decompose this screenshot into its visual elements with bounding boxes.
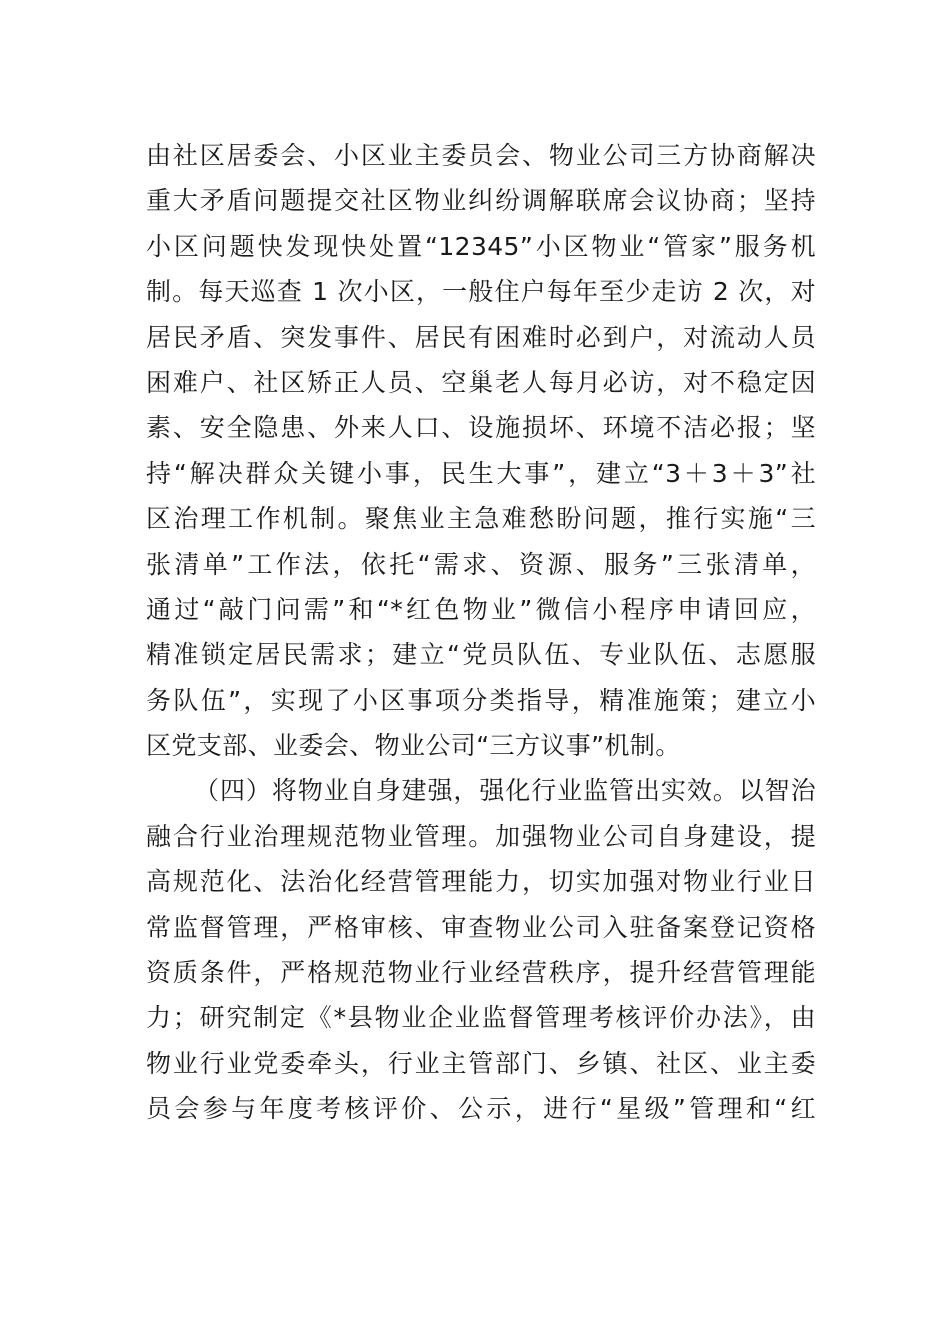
text-line: 居民矛盾、突发事件、居民有困难时必到户，对流动人员 <box>146 322 816 352</box>
text-line: 务队伍”，实现了小区事项分类指导，精准施策；建立小 <box>146 685 816 715</box>
text-line: 力；研究制定《*县物业企业监督管理考核评价办法》，由 <box>146 1003 816 1033</box>
text-line: 张清单”工作法，依托“需求、资源、服务”三张清单， <box>146 549 816 579</box>
text-line: 困难户、社区矫正人员、空巢老人每月必访，对不稳定因 <box>146 367 816 397</box>
text-line: 持“解决群众关键小事，民生大事”，建立“3＋3＋3”社 <box>146 458 816 488</box>
text-line: 高规范化、法治化经营管理能力，切实加强对物业行业日 <box>146 867 816 897</box>
text-line: 常监督管理，严格审核、审查物业公司入驻备案登记资格 <box>146 912 816 942</box>
text-line: 素、安全隐患、外来人口、设施损坏、环境不洁必报；坚 <box>146 413 816 443</box>
text-line: 区党支部、业委会、物业公司“三方议事”机制。 <box>146 731 681 761</box>
text-line: 重大矛盾问题提交社区物业纠纷调解联席会议协商；坚持 <box>146 186 816 216</box>
text-line: 物业行业党委牵头，行业主管部门、乡镇、社区、业主委 <box>146 1048 816 1078</box>
text-line: 小区问题快发现快处置“12345”小区物业“管家”服务机 <box>146 231 816 261</box>
body-text <box>146 133 816 1132</box>
text-line: 资质条件，严格规范物业行业经营秩序，提升经营管理能 <box>146 958 816 988</box>
text-line: 区治理工作机制。聚焦业主急难愁盼问题，推行实施“三 <box>146 504 816 534</box>
text-line: 由社区居委会、小区业主委员会、物业公司三方协商解决 <box>146 141 816 170</box>
section-heading-line: （四）将物业自身建强，强化行业监管出实效。以智治 <box>194 776 816 806</box>
text-line: 精准锁定居民需求；建立“党员队伍、专业队伍、志愿服 <box>146 640 816 670</box>
text-line: 员会参与年度考核评价、公示，进行“星级”管理和“红 <box>146 1094 816 1124</box>
text-line: 通过“敲门问需”和“*红色物业”微信小程序申请回应， <box>146 594 816 624</box>
text-line: 制。每天巡查 1 次小区，一般住户每年至少走访 2 次，对 <box>146 277 816 307</box>
text-line: 融合行业治理规范物业管理。加强物业公司自身建设，提 <box>146 821 816 851</box>
